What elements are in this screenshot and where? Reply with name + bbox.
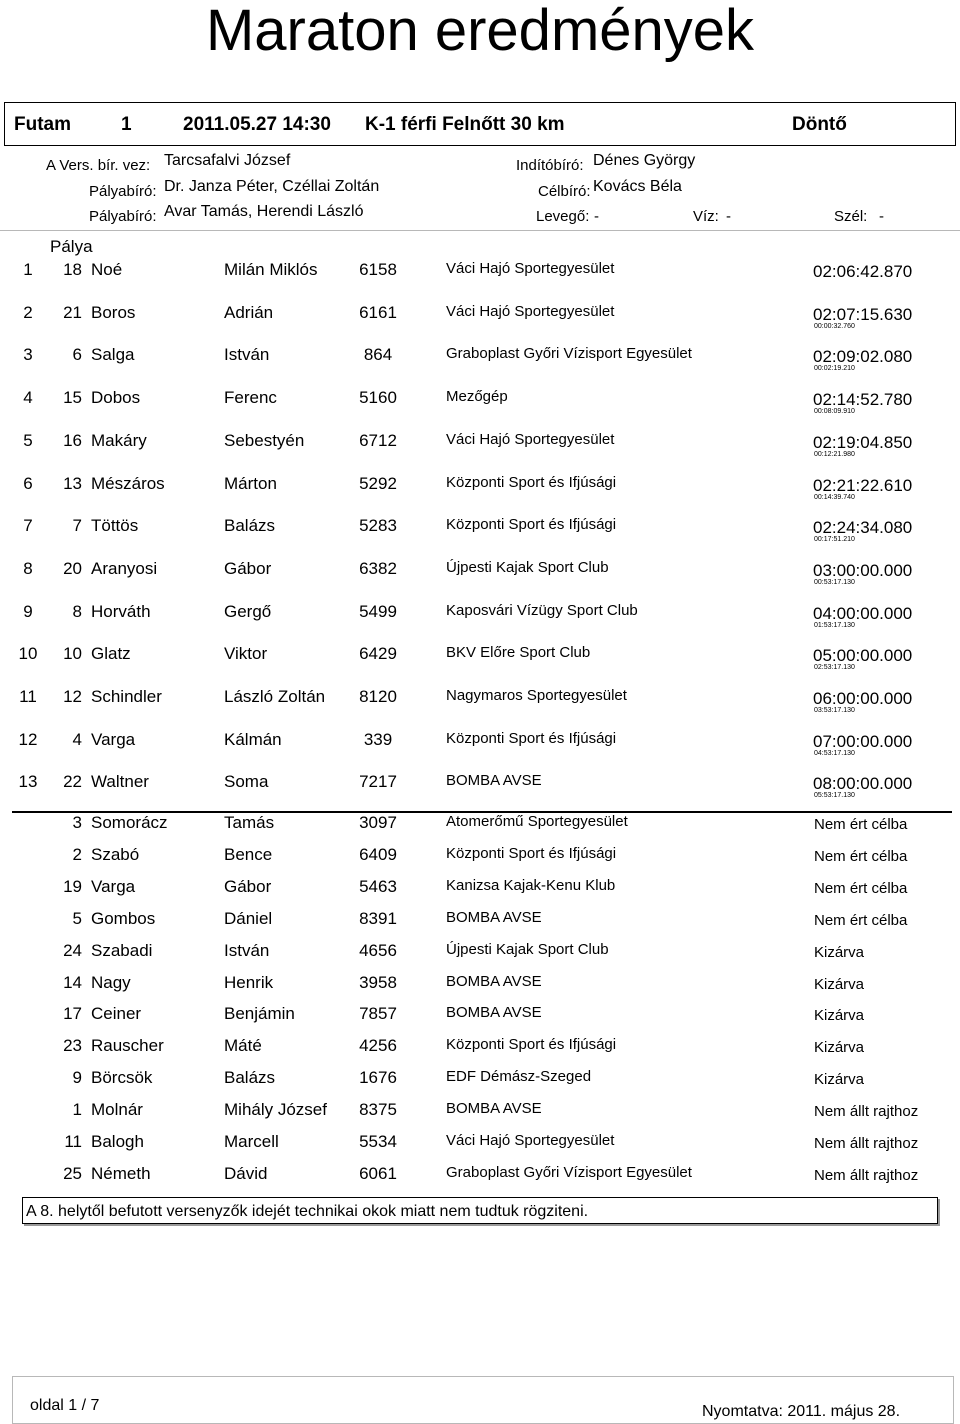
- water-temp-label: Víz:: [693, 208, 719, 225]
- place: 1: [23, 260, 33, 279]
- last-name: Varga: [91, 876, 136, 896]
- result-status: Kizárva: [814, 943, 865, 961]
- finish-time: 02:21:22.610: [813, 475, 913, 495]
- starter-name: Dénes György: [593, 152, 696, 169]
- lane: 15: [63, 388, 82, 408]
- club-name: Váci Hajó Sportegyesület: [446, 1132, 615, 1149]
- first-name: Adrián: [224, 302, 274, 322]
- finish-time: 02:19:04.850: [813, 432, 913, 452]
- result-row: [0, 345, 960, 385]
- lane: 1: [72, 1100, 82, 1120]
- club-name: Váci Hajó Sportegyesület: [446, 430, 615, 448]
- finish-time: 08:00:00.000: [813, 774, 913, 794]
- first-name: István: [224, 345, 270, 365]
- print-date: Nyomtatva: 2011. május 28.: [702, 1403, 901, 1420]
- finish-time: 07:00:00.000: [813, 731, 913, 751]
- place: 7: [23, 516, 33, 536]
- time-behind: 01:53:17.130: [814, 621, 855, 629]
- first-name: Tamás: [224, 813, 275, 832]
- club-name: Kanizsa Kajak-Kenu Klub: [446, 876, 616, 894]
- license-number: 4256: [359, 1036, 397, 1056]
- last-name: Aranyosi: [91, 558, 158, 578]
- result-row: [0, 559, 960, 599]
- license-number: 864: [363, 345, 393, 365]
- place: 8: [23, 558, 33, 578]
- license-number: 6158: [359, 260, 397, 279]
- first-name: Gábor: [224, 876, 272, 896]
- first-name: Gábor: [224, 558, 272, 578]
- place: 2: [23, 302, 33, 322]
- result-row: [0, 474, 960, 514]
- time-behind: 04:53:17.130: [814, 749, 855, 757]
- first-name: Benjámin: [224, 1004, 295, 1024]
- lane: 19: [63, 876, 82, 896]
- club-name: Váci Hajó Sportegyesület: [446, 302, 615, 320]
- first-name: Gergő: [224, 601, 272, 621]
- finish-time: 05:00:00.000: [813, 646, 913, 666]
- finish-time: 02:14:52.780: [813, 390, 913, 410]
- club-name: Központi Sport és Ifjúsági: [446, 516, 617, 534]
- last-name: Glatz: [91, 644, 131, 664]
- first-name: Henrik: [224, 972, 274, 992]
- first-name: Márton: [224, 473, 277, 493]
- water-temp-value: -: [726, 208, 731, 225]
- last-name: Gombos: [91, 908, 156, 928]
- lane: 25: [63, 1163, 82, 1183]
- lane: 4: [72, 729, 82, 749]
- license-number: 8375: [359, 1100, 397, 1120]
- last-name: Molnár: [91, 1100, 143, 1120]
- course-referee-label: Pályabíró:: [89, 208, 157, 225]
- license-number: 5160: [359, 388, 397, 408]
- last-name: Somorácz: [91, 813, 168, 832]
- time-behind: 00:12:21.980: [814, 450, 855, 458]
- last-name: Horváth: [91, 601, 151, 621]
- time-behind: 02:53:17.130: [814, 664, 855, 672]
- place: 11: [19, 687, 37, 706]
- air-temp-value: -: [594, 208, 599, 225]
- first-name: Mihály József: [224, 1100, 327, 1120]
- result-status: Nem ért célba: [814, 879, 908, 897]
- first-name: Soma: [224, 772, 269, 792]
- first-name: László Zoltán: [224, 687, 326, 706]
- club-name: Újpesti Kajak Sport Club: [446, 940, 609, 958]
- result-row: [0, 303, 960, 343]
- last-name: Boros: [91, 302, 136, 322]
- club-name: Központi Sport és Ifjúsági: [446, 1036, 617, 1054]
- result-status: Nem állt rajthoz: [814, 1166, 919, 1184]
- lane: 14: [63, 972, 82, 992]
- license-number: 8120: [359, 687, 397, 706]
- race-futam-number: 1: [121, 114, 132, 135]
- lane: 20: [63, 558, 82, 578]
- lane: 8: [72, 601, 82, 621]
- club-name: BOMBA AVSE: [446, 1100, 542, 1118]
- finish-time: 06:00:00.000: [813, 689, 913, 708]
- finish-time: 02:24:34.080: [813, 518, 913, 538]
- race-futam-label: Futam: [14, 114, 71, 135]
- license-number: 5499: [359, 601, 397, 621]
- finish-judge-name: Kovács Béla: [593, 178, 682, 195]
- page-title: Maraton eredmények: [205, 0, 755, 63]
- wind-value: -: [879, 208, 884, 225]
- license-number: 5463: [359, 876, 397, 896]
- last-name: Noé: [91, 260, 123, 279]
- chief-referee-label: A Vers. bír. vez:: [46, 157, 151, 174]
- place: 6: [23, 473, 33, 493]
- last-name: Rauscher: [91, 1036, 164, 1056]
- starter-label: Indítóbíró:: [516, 157, 584, 174]
- last-name: Dobos: [91, 388, 141, 408]
- last-name: Németh: [91, 1163, 151, 1183]
- result-row: [0, 260, 960, 300]
- first-name: Dávid: [224, 1163, 268, 1183]
- last-name: Schindler: [91, 687, 162, 706]
- last-name: Töttös: [91, 516, 139, 536]
- result-row: [0, 730, 960, 770]
- result-status: Nem ért célba: [814, 816, 908, 833]
- lane-column-header: Pálya: [50, 237, 93, 256]
- place: 10: [18, 644, 38, 664]
- course-referees-2: Avar Tamás, Herendi László: [164, 203, 364, 220]
- license-number: 7217: [359, 772, 397, 792]
- place: 4: [23, 388, 33, 408]
- time-behind: 00:14:39.740: [814, 493, 855, 501]
- lane: 6: [72, 345, 82, 365]
- time-behind: 00:17:51.210: [814, 536, 855, 544]
- first-name: Kálmán: [224, 729, 282, 749]
- license-number: 4656: [359, 940, 397, 960]
- first-name: István: [224, 940, 270, 960]
- air-temp-label: Levegő:: [536, 208, 590, 225]
- first-name: Ferenc: [224, 388, 277, 408]
- result-status: Kizárva: [814, 975, 865, 993]
- lane: 21: [63, 302, 82, 322]
- lane: 23: [63, 1036, 82, 1056]
- result-status: Nem állt rajthoz: [814, 1135, 919, 1152]
- finish-time: 03:00:00.000: [813, 560, 913, 580]
- last-name: Makáry: [91, 430, 147, 450]
- lane: 9: [72, 1068, 82, 1088]
- license-number: 1676: [359, 1068, 397, 1088]
- time-behind: 03:53:17.130: [814, 707, 855, 714]
- license-number: 6429: [359, 644, 397, 664]
- last-name: Mészáros: [91, 473, 165, 493]
- place: 9: [23, 601, 33, 621]
- last-name: Waltner: [91, 772, 149, 792]
- time-behind: 00:08:09.910: [814, 408, 855, 416]
- place: 12: [18, 729, 38, 749]
- result-status: Nem állt rajthoz: [814, 1103, 919, 1121]
- result-status: Kizárva: [814, 1007, 865, 1025]
- result-row: [0, 516, 960, 556]
- club-name: EDF Démász-Szeged: [446, 1068, 592, 1086]
- result-status: Nem ért célba: [814, 847, 908, 865]
- last-name: Szabó: [91, 844, 140, 864]
- result-row: [0, 687, 960, 727]
- finish-time: 02:09:02.080: [813, 347, 913, 367]
- chief-referee-name: Tarcsafalvi József: [164, 152, 291, 169]
- license-number: 339: [363, 729, 393, 749]
- finish-judge-label: Célbíró:: [538, 183, 591, 200]
- finish-time: 02:07:15.630: [813, 304, 913, 324]
- result-row: [0, 388, 960, 428]
- lane: 10: [63, 644, 82, 664]
- lane: 24: [63, 940, 82, 960]
- race-datetime: 2011.05.27 14:30: [183, 114, 331, 135]
- lane: 17: [63, 1004, 82, 1024]
- license-number: 6409: [359, 844, 397, 864]
- license-number: 8391: [359, 908, 397, 928]
- timing-note: A 8. helytől befutott versenyzők idejét technikai okok miatt nem tudtuk rögziteni.: [26, 1203, 589, 1220]
- first-name: Viktor: [224, 644, 268, 664]
- last-name: Varga: [91, 729, 136, 749]
- lane: 2: [72, 844, 82, 864]
- license-number: 6712: [359, 430, 397, 450]
- course-referee-label: Pályabíró:: [89, 183, 157, 200]
- license-number: 6061: [359, 1163, 397, 1183]
- lane: 18: [63, 260, 82, 279]
- last-name: Börcsök: [91, 1068, 153, 1088]
- club-name: Graboplast Győri Vízisport Egyesület: [446, 345, 692, 363]
- club-name: Atomerőmű Sportegyesület: [446, 813, 628, 830]
- first-name: Balázs: [224, 1068, 276, 1088]
- result-status: Kizárva: [814, 1039, 865, 1057]
- time-behind: 00:02:19.210: [814, 365, 855, 373]
- club-name: Központi Sport és Ifjúsági: [446, 729, 617, 747]
- lane: 3: [72, 813, 82, 832]
- first-name: Marcell: [224, 1132, 279, 1151]
- club-name: Nagymaros Sportegyesület: [446, 687, 627, 704]
- club-name: Kaposvári Vízügy Sport Club: [446, 601, 638, 619]
- lane: 13: [63, 473, 82, 493]
- wind-label: Szél:: [834, 208, 868, 225]
- license-number: 6382: [359, 558, 397, 578]
- result-row: [0, 772, 960, 812]
- last-name: Ceiner: [91, 1004, 142, 1024]
- club-name: Mezőgép: [446, 388, 508, 406]
- header-divider: [0, 230, 960, 231]
- page-number: oldal 1 / 7: [30, 1397, 100, 1414]
- first-name: Sebestyén: [224, 430, 305, 450]
- lane: 12: [63, 687, 82, 706]
- time-behind: 00:00:32.760: [814, 322, 855, 330]
- first-name: Bence: [224, 844, 273, 864]
- last-name: Szabadi: [91, 940, 153, 960]
- club-name: Újpesti Kajak Sport Club: [446, 558, 609, 576]
- last-name: Nagy: [91, 972, 131, 992]
- club-name: Központi Sport és Ifjúsági: [446, 473, 617, 491]
- lane: 16: [63, 430, 82, 450]
- place: 13: [18, 772, 38, 792]
- first-name: Milán Miklós: [224, 260, 318, 279]
- race-category: K-1 férfi Felnőtt 30 km: [365, 114, 565, 135]
- license-number: 5283: [359, 516, 397, 536]
- finish-time: 04:00:00.000: [813, 603, 913, 623]
- place: 5: [23, 430, 33, 450]
- last-name: Balogh: [91, 1132, 144, 1151]
- time-behind: 00:53:17.130: [814, 578, 855, 586]
- license-number: 7857: [359, 1004, 397, 1024]
- result-row: [0, 602, 960, 642]
- lane: 11: [64, 1132, 82, 1151]
- club-name: BOMBA AVSE: [446, 908, 542, 926]
- club-name: BOMBA AVSE: [446, 1004, 542, 1022]
- lane: 7: [72, 516, 82, 536]
- license-number: 3097: [359, 813, 397, 832]
- first-name: Máté: [224, 1036, 262, 1056]
- place: 3: [23, 345, 33, 365]
- time-behind: 05:53:17.130: [814, 792, 855, 800]
- lane: 5: [72, 908, 82, 928]
- club-name: Központi Sport és Ifjúsági: [446, 844, 617, 862]
- license-number: 6161: [359, 302, 397, 322]
- result-status: Nem ért célba: [814, 911, 908, 929]
- license-number: 5534: [359, 1132, 397, 1151]
- lane: 22: [63, 772, 82, 792]
- club-name: Váci Hajó Sportegyesület: [446, 260, 615, 277]
- course-referees-1: Dr. Janza Péter, Czéllai Zoltán: [164, 178, 380, 195]
- club-name: BOMBA AVSE: [446, 772, 542, 790]
- result-row: [0, 644, 960, 684]
- result-row: [0, 431, 960, 471]
- license-number: 3958: [359, 972, 397, 992]
- club-name: BOMBA AVSE: [446, 972, 542, 990]
- license-number: 5292: [359, 473, 397, 493]
- result-status: Kizárva: [814, 1071, 865, 1089]
- finish-time: 02:06:42.870: [813, 262, 913, 281]
- first-name: Balázs: [224, 516, 276, 536]
- club-name: BKV Előre Sport Club: [446, 644, 591, 662]
- first-name: Dániel: [224, 908, 273, 928]
- race-stage: Döntő: [792, 114, 847, 135]
- club-name: Graboplast Győri Vízisport Egyesület: [446, 1163, 692, 1181]
- last-name: Salga: [91, 345, 135, 365]
